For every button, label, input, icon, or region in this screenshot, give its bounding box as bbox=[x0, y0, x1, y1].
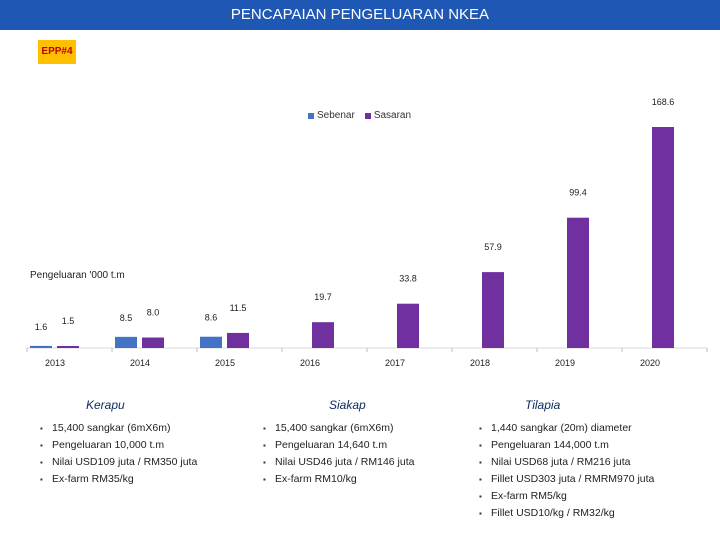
data-label: 8.5 bbox=[119, 312, 133, 323]
list-item: ▪ Pengeluaran 144,000 t.m bbox=[479, 439, 679, 452]
data-label: 19.7 bbox=[314, 292, 332, 303]
x-tick-label: 2019 bbox=[555, 358, 576, 368]
x-tick-label: 2015 bbox=[215, 358, 236, 368]
kerapu-title: Kerapu bbox=[86, 398, 125, 412]
bar bbox=[312, 322, 334, 348]
data-label: 168.6 bbox=[651, 97, 675, 107]
page-title: PENCAPAIAN PENGELUARAN NKEA bbox=[0, 0, 720, 30]
list-item: ▪ Fillet USD10/kg / RM32/kg bbox=[479, 507, 679, 520]
siakap-column bbox=[263, 398, 453, 490]
x-tick-label: 2018 bbox=[470, 358, 491, 368]
x-tick-label: 2017 bbox=[385, 358, 406, 368]
bar bbox=[57, 346, 79, 348]
x-tick-label: 2020 bbox=[640, 358, 661, 368]
list-item: ▪ Fillet USD303 juta / RMRM970 juta bbox=[479, 473, 679, 486]
list-item: ▪ Nilai USD46 juta / RM146 juta bbox=[263, 456, 453, 469]
data-label: 8.6 bbox=[204, 312, 218, 323]
legend-label-actual: Sebenar bbox=[317, 110, 355, 121]
data-label: 8.0 bbox=[146, 307, 160, 318]
tilapia-list bbox=[479, 422, 679, 520]
data-label: 99.4 bbox=[569, 187, 587, 198]
list-item: ▪ 1,440 sangkar (20m) diameter bbox=[479, 422, 679, 435]
list-item: ▪ Nilai USD68 juta / RM216 juta bbox=[479, 456, 679, 469]
siakap-title: Siakap bbox=[329, 398, 366, 412]
bar bbox=[200, 337, 222, 348]
data-label: 11.5 bbox=[229, 302, 247, 313]
kerapu-column bbox=[40, 398, 230, 490]
data-label: 1.6 bbox=[34, 321, 48, 332]
list-item: ▪ Ex-farm RM5/kg bbox=[479, 490, 679, 503]
list-item: ▪ 15,400 sangkar (6mX6m) bbox=[40, 422, 230, 435]
list-item: ▪ Ex-farm RM10/kg bbox=[263, 473, 453, 486]
list-item: ▪ Pengeluaran 14,640 t.m bbox=[263, 439, 453, 452]
list-item: ▪ Ex-farm RM35/kg bbox=[40, 473, 230, 486]
list-item: ▪ 15,400 sangkar (6mX6m) bbox=[263, 422, 453, 435]
epp-tag: EPP#4 bbox=[38, 40, 76, 64]
x-tick-label: 2016 bbox=[300, 358, 321, 368]
bar bbox=[142, 338, 164, 348]
siakap-list bbox=[263, 422, 453, 486]
tilapia-title: Tilapia bbox=[525, 398, 561, 412]
data-label: 33.8 bbox=[399, 273, 417, 284]
list-item: ▪ Nilai USD109 juta / RM350 juta bbox=[40, 456, 230, 469]
kerapu-list bbox=[40, 422, 230, 486]
bar bbox=[115, 337, 137, 348]
tilapia-column bbox=[479, 398, 679, 524]
bar bbox=[30, 346, 52, 348]
data-label: 57.9 bbox=[484, 242, 502, 253]
x-tick-label: 2013 bbox=[45, 358, 66, 368]
bar bbox=[482, 272, 504, 348]
bar bbox=[397, 304, 419, 348]
y-axis-label: Pengeluaran '000 t.m bbox=[30, 270, 125, 281]
bar bbox=[652, 127, 674, 348]
data-label: 1.5 bbox=[61, 316, 75, 326]
x-tick-label: 2014 bbox=[130, 358, 151, 368]
list-item: ▪ Pengeluaran 10,000 t.m bbox=[40, 439, 230, 452]
bar bbox=[227, 333, 249, 348]
legend-label-target: Sasaran bbox=[373, 110, 412, 121]
bar bbox=[567, 218, 589, 348]
